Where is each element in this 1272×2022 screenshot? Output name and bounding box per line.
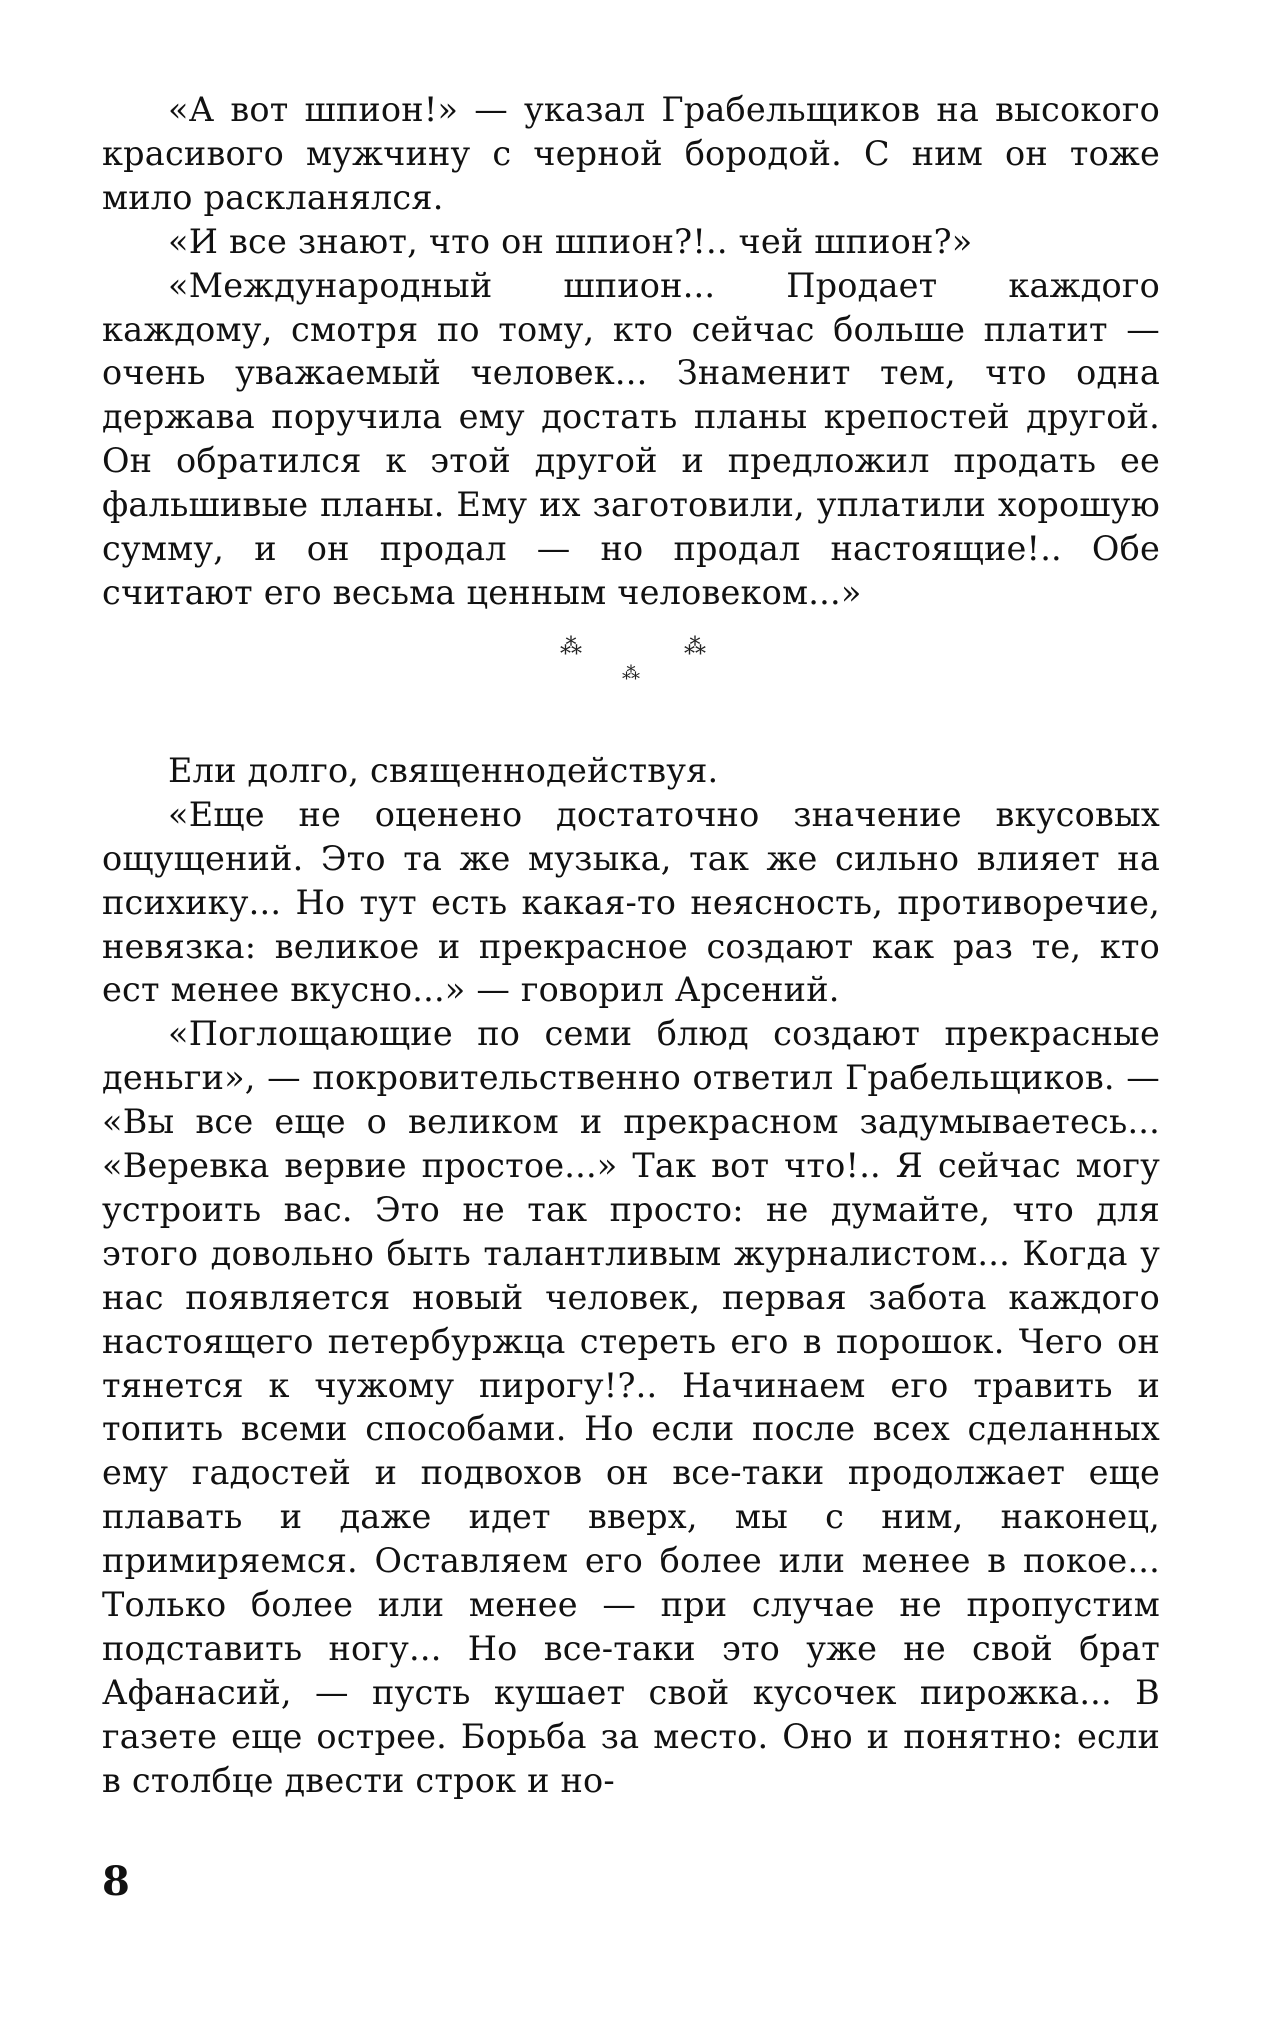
page-body xyxy=(102,88,1160,1803)
section-break xyxy=(102,629,1160,749)
paragraph-international-spy: «Международный шпион... Продает каждого каждому, смотря по тому, кто сейчас больше платит — очень уважаемый человек... Знаменит тем, что одна держава поручила ему достать планы крепостей другой. Он обратился к этой другой и предложил продать ее фальшивые планы. Ему их заготовили, уплатили хорошую сумму, и он продал — но продал настоящие!.. Обе считают его весьма ценным человеком...» xyxy=(102,265,1160,612)
paragraph-arseny: «Еще не оценено достаточно значение вкусовых ощущений. Это та же музыка, так же сильно влияет на психику... Но тут есть какая-то неясность, противоречие, невязка: великое и прекрасное создают как раз те, кто ест менее вкусно...» — говорил Арсений. xyxy=(102,794,1160,1010)
asterism-mark: ⁂ xyxy=(622,662,640,684)
asterism-mark: ⁂ xyxy=(560,634,582,660)
asterism-mark: ⁂ xyxy=(684,634,706,660)
paragraph-grabelshchikov: «Поглощающие по семи блюд создают прекрасные деньги», — покровительственно ответил Грабельщиков. — «Вы все еще о великом и прекрасном задумываетесь... «Веревка вервие простое...» Так вот что!.. Я сейчас могу устроить вас. Это не так просто: не думайте, что для этого довольно быть талантливым журналистом... Когда у нас появляется новый человек, первая забота каждого настоящего петербуржца стереть его в порошок. Чего он тянется к чужому пирогу!?.. Начинаем его травить и топить всеми способами. Но если после всех сделанных ему гадостей и подвохов он все-таки продолжает еще плавать и даже идет вверх, мы с ним, наконец, примиряемся. Оставляем его более или менее в покое... Только более или менее — при случае не пропустим подставить ногу... Но все-таки это уже не свой брат Афанасий, — пусть кушает свой кусочек пирожка... В газете еще острее. Борьба за место. Оно и понятно: если в столбце двести строк и но- xyxy=(102,1014,1160,1800)
paragraph-eating: Ели долго, священнодействуя. xyxy=(168,750,719,790)
page-number: 8 xyxy=(102,1858,130,1905)
paragraph-spy-intro: «А вот шпион!» — указал Грабельщиков на высокого красивого мужчину с черной бородой. С ним он тоже мило раскланялся. xyxy=(102,90,1160,217)
paragraph-question: «И все знают, что он шпион?!.. чей шпион?» xyxy=(168,221,973,261)
